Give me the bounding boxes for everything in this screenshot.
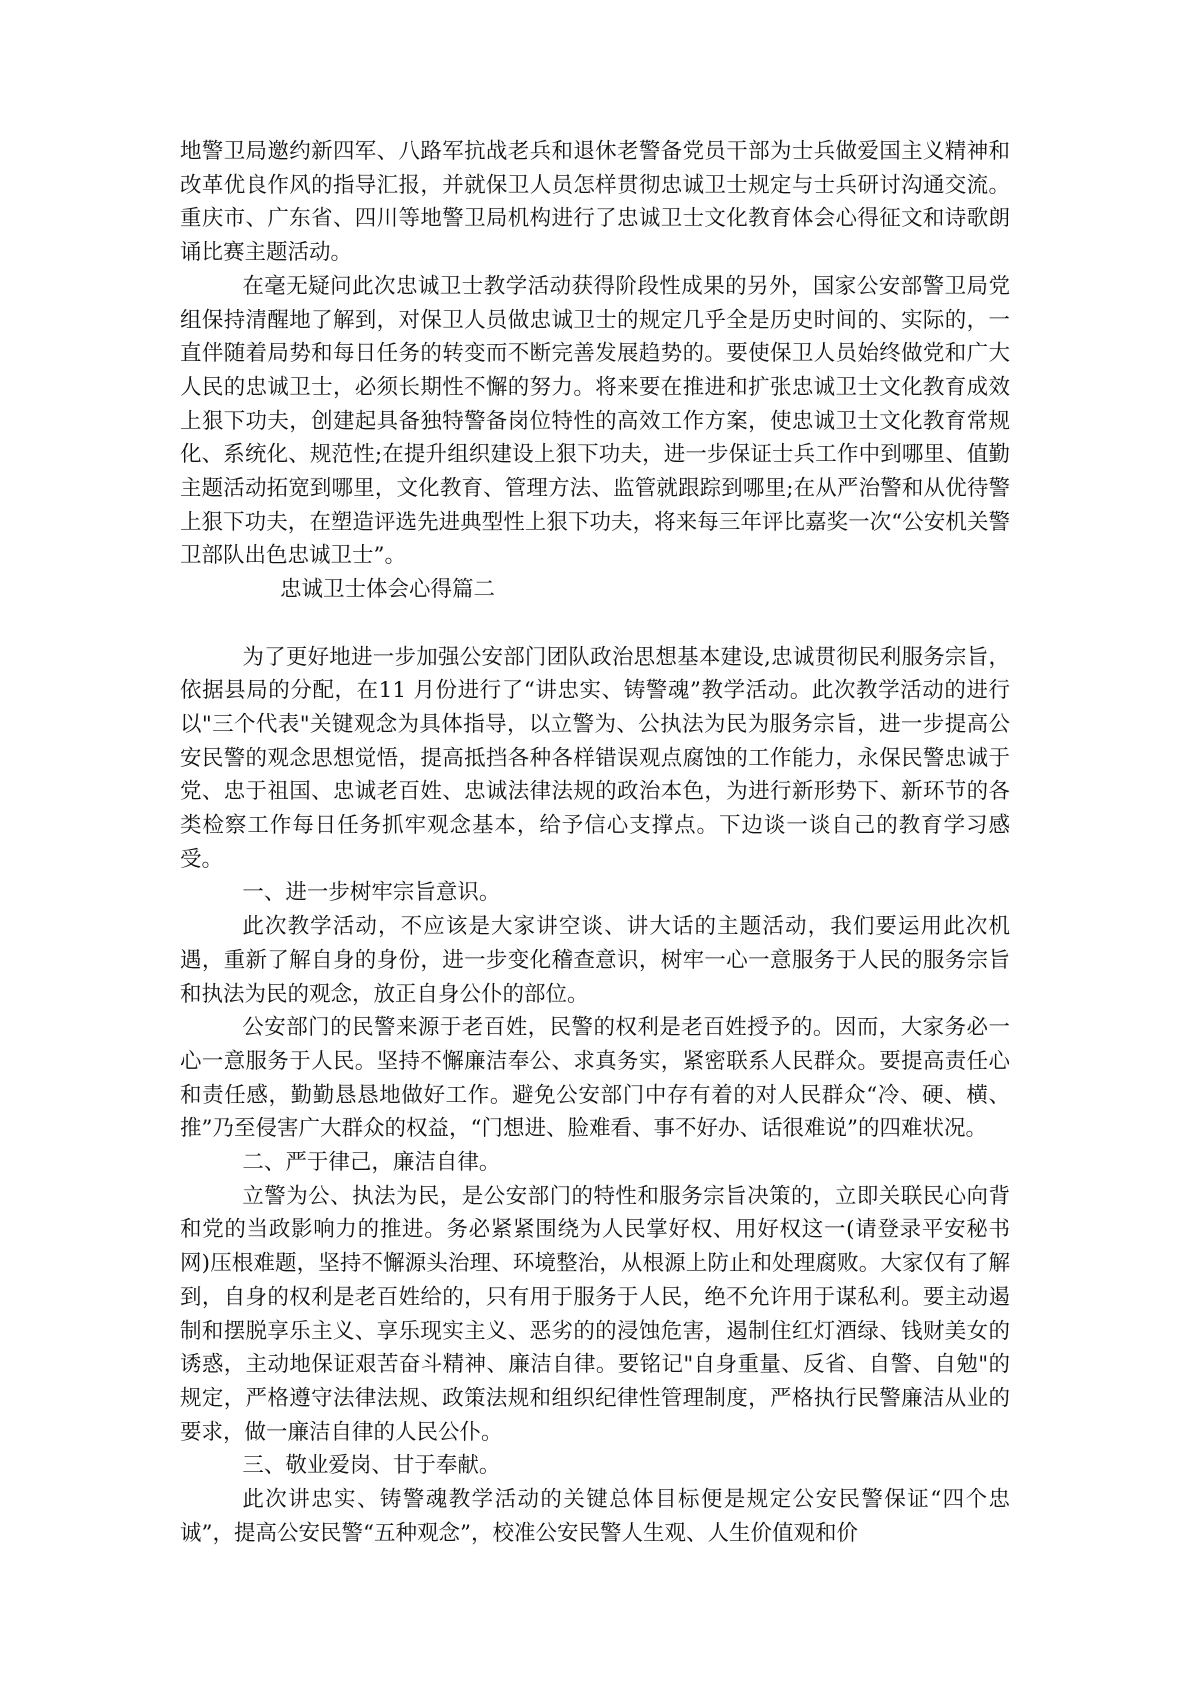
subheading-two: 二、严于律己，廉洁自律。 (242, 1150, 501, 1176)
paragraph-two: 立警为公、执法为民，是公安部门的特性和服务宗旨决策的，立即关联民心向背和党的当政影响力的推进。务必紧紧围绕为人民掌好权、用好权这一(请登录平安秘书网)压根难题，坚持不懈源头治理、环境整治，从根源上防止和处理腐败。大家仅有了解到，自身的权利是老百姓给的，只有用于服务于人民，绝不允许用于谋私利。要主动遏制和摆脱享乐主义、享乐现实主义、恶劣的的浸蚀危害，遏制住红灯酒绿、钱财美女的诱惑，主动地保证艰苦奋斗精神、廉洁自律。要铭记"自身重量、反省、自警、自勉"的规定，严格遵守法律法规、政策法规和组织纪律性管理制度，严格执行民警廉洁从业的要求，做一廉洁自律的人民公仆。 (180, 1183, 1010, 1445)
paragraph-one-a: 此次教学活动，不应该是大家讲空谈、讲大话的主题活动，我们要运用此次机遇，重新了解自身的身份，进一步变化稽查意识，树牢一心一意服务于人民的服务宗旨和执法为民的观念，放正自身公仆的部位。 (180, 914, 1010, 1007)
subheading-three: 三、敬业爱岗、甘于奉献。 (242, 1453, 501, 1479)
paragraph-three: 此次讲忠实、铸警魂教学活动的关键总体目标便是规定公安民警保证“四个忠诚”，提高公安民警“五种观念”，校准公安民警人生观、人生价值观和价 (180, 1487, 1010, 1546)
paragraph-achievements: 在毫无疑问此次忠诚卫士教学活动获得阶段性成果的另外，国家公安部警卫局党组保持清醒地了解到，对保卫人员做忠诚卫士的规定几乎全是历史时间的、实际的，一直伴随着局势和每日任务的转变而不断完善发展趋势的。要使保卫人员始终做党和广大人民的忠诚卫士，必须长期性不懈的努力。将来要在推进和扩张忠诚卫士文化教育成效上狠下功夫，创建起具备独特警备岗位特性的高效工作方案，使忠诚卫士文化教育常规化、系统化、规范性;在提升组织建设上狠下功夫，进一步保证士兵工作中到哪里、值勤主题活动拓宽到哪里，文化教育、管理方法、监管就跟踪到哪里;在从严治警和从优待警上狠下功夫，在塑造评选先进典型性上狠下功夫，将来每三年评比嘉奖一次“公安机关警卫部队出色忠诚卫士”。 (180, 273, 1010, 569)
paragraph-intro: 地警卫局邀约新四军、八路军抗战老兵和退休老警备党员干部为士兵做爱国主义精神和改革优良作风的指导汇报，并就保卫人员怎样贯彻忠诚卫士规定与士兵研讨沟通交流。重庆市、广东省、四川等地警卫局机构进行了忠诚卫士文化教育体会心得征文和诗歌朗诵比赛主题活动。 (180, 139, 1010, 266)
subheading-one: 一、进一步树牢宗旨意识。 (242, 880, 501, 906)
paragraph-one-b: 公安部门的民警来源于老百姓，民警的权利是老百姓授予的。因而，大家务必一心一意服务于人民。坚持不懈廉洁奉公、求真务实，紧密联系人民群众。要提高责任心和责任感，勤勤恳恳地做好工作。避免公安部门中存有着的对人民群众“冷、硬、横、推”乃至侵害广大群众的权益，“门想进、脸难看、事不好办、话很难说”的四难状况。 (180, 1015, 1010, 1142)
document-page (180, 135, 1010, 1551)
paragraph-purpose: 为了更好地进一步加强公安部门团队政治思想基本建设,忠诚贯彻民利服务宗旨，依据县局的分配，在11 月份进行了“讲忠实、铸警魂”教学活动。此次教学活动的进行以"三个代表"关键观念为具体指导，以立警为、公执法为民为服务宗旨，进一步提高公安民警的观念思想觉悟，提高抵挡各种各样错误观点腐蚀的工作能力，永保民警忠诚于党、忠于祖国、忠诚老百姓、忠诚法律法规的政治本色，为进行新形势下、新环节的各类检察工作每日任务抓牢观念基本，给予信心支撑点。下边谈一谈自己的教育学习感受。 (180, 644, 1010, 872)
section-heading: 忠诚卫士体会心得篇二 (280, 577, 496, 603)
